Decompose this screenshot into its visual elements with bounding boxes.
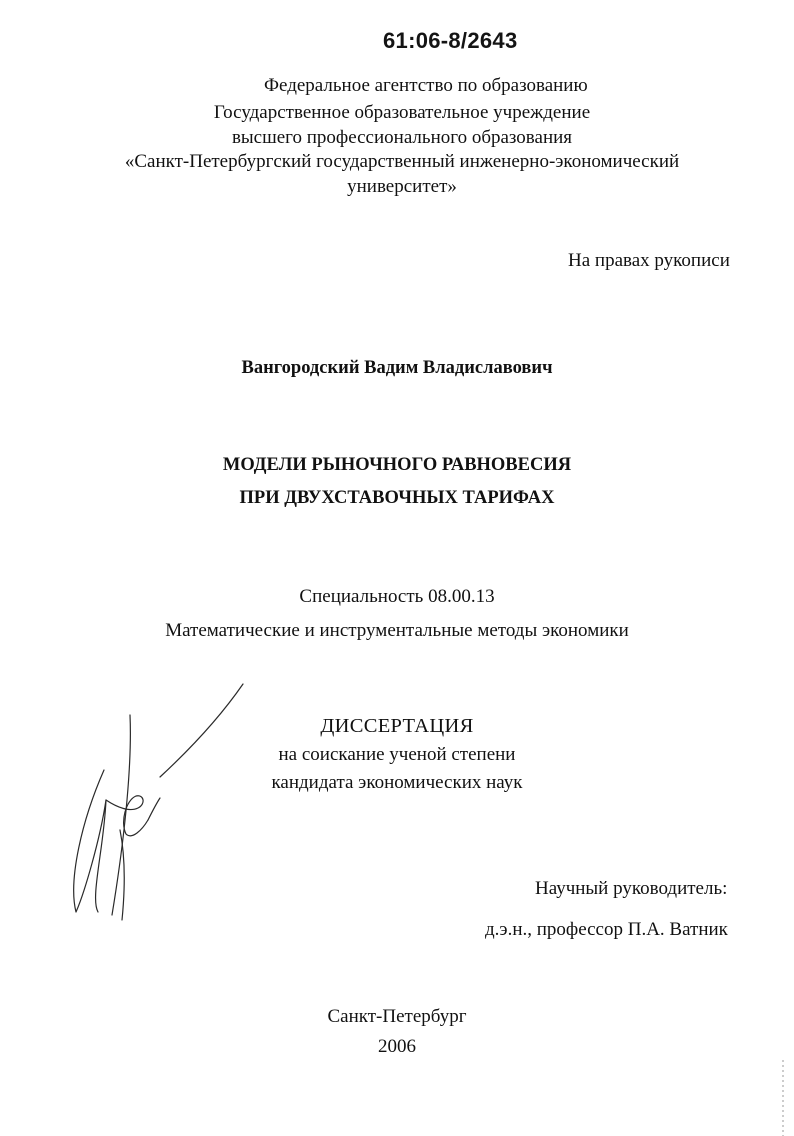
author-name: Вангородский Вадим Владиславович <box>241 358 553 378</box>
institution-line: высшего профессионального образования <box>231 126 573 148</box>
degree-line: кандидата экономических наук <box>271 772 523 793</box>
degree-line: на соискание ученой степени <box>278 744 516 765</box>
institution-line: «Санкт-Петербургский государственный инженерно-экономический <box>124 151 680 172</box>
title-line: МОДЕЛИ РЫНОЧНОГО РАВНОВЕСИЯ <box>222 455 572 475</box>
scan-edge-mark <box>780 1060 786 1136</box>
supervisor-name: д.э.н., профессор П.А. Ватник <box>485 919 728 940</box>
dissertation-title <box>0 449 794 515</box>
title-line: ПРИ ДВУХСТАВОЧНЫХ ТАРИФАХ <box>239 488 555 508</box>
specialty-name: Математические и инструментальные методы экономики <box>165 620 629 641</box>
rights-note: На правах рукописи <box>568 250 730 271</box>
specialty-block <box>0 580 794 648</box>
year: 2006 <box>378 1036 416 1057</box>
institution-line: университет» <box>347 175 457 197</box>
institution-block <box>10 101 794 199</box>
specialty-code: Специальность 08.00.13 <box>299 586 495 607</box>
city: Санкт-Петербург <box>327 1006 467 1027</box>
institution-line: Государственное образовательное учреждение <box>213 102 591 123</box>
dissertation-label: ДИССЕРТАЦИЯ <box>320 715 474 737</box>
city-year-block <box>0 1002 794 1062</box>
archive-code: 61:06-8/2643 <box>383 28 518 53</box>
handwritten-signature <box>60 680 260 940</box>
supervisor-label: Научный руководитель: <box>535 878 728 899</box>
agency-name: Федеральное агентство по образованию <box>264 75 588 96</box>
